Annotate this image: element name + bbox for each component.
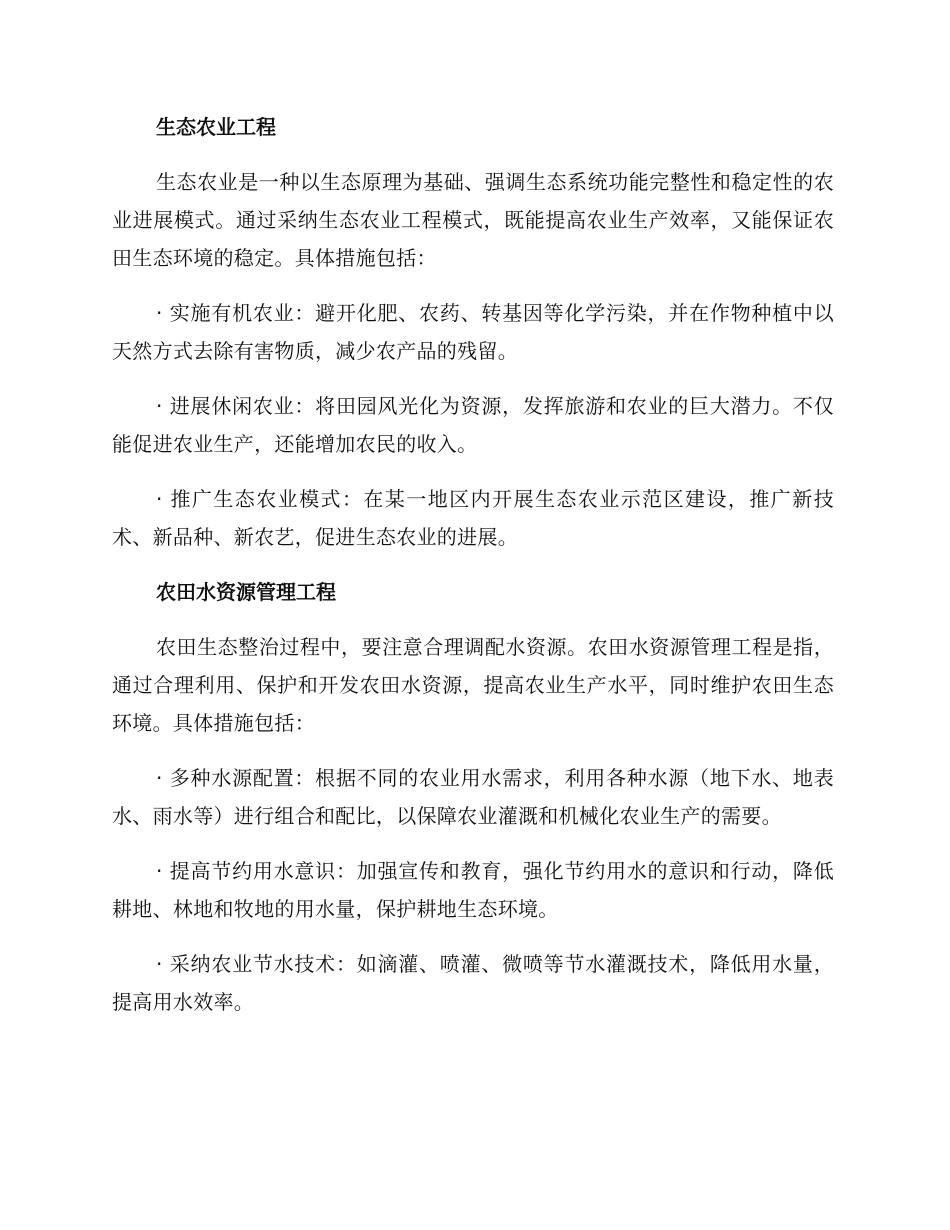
section-intro-water-management: 农田生态整治过程中，要注意合理调配水资源。农田水资源管理工程是指，通过合理利用、保护和开发农田水资源，提高农业生产水平，同时维护农田生态环境。具体措施包括： [112, 635, 834, 735]
bullet-leisure-agriculture: · 进展休闲农业：将田园风光化为资源，发挥旅游和农业的巨大潜力。不仅能促进农业生产，还能增加农民的收入。 [112, 394, 834, 456]
bullet-eco-agriculture-model: · 推广生态农业模式：在某一地区内开展生态农业示范区建设，推广新技术、新品种、新农艺，促进生态农业的进展。 [112, 487, 834, 549]
bullet-water-saving-awareness: · 提高节约用水意识：加强宣传和教育，强化节约用水的意识和行动，降低耕地、林地和牧地的用水量，保护耕地生态环境。 [112, 859, 834, 921]
bullet-multiple-water-sources: · 多种水源配置：根据不同的农业用水需求，利用各种水源（地下水、地表水、雨水等）进行组合和配比，以保障农业灌溉和机械化农业生产的需要。 [112, 766, 834, 828]
section-heading-water-management: 农田水资源管理工程 [156, 580, 336, 604]
section-intro-eco-agriculture: 生态农业是一种以生态原理为基础、强调生态系统功能完整性和稳定性的农业进展模式。通过采纳生态农业工程模式，既能提高农业生产效率，又能保证农田生态环境的稳定。具体措施包括： [112, 170, 834, 270]
document-page [112, 108, 834, 1038]
bullet-organic-agriculture: · 实施有机农业：避开化肥、农药、转基因等化学污染，并在作物种植中以天然方式去除有害物质，减少农产品的残留。 [112, 301, 834, 363]
bullet-water-saving-technology: · 采纳农业节水技术：如滴灌、喷灌、微喷等节水灌溉技术，降低用水量，提高用水效率。 [112, 952, 834, 1014]
section-heading-eco-agriculture: 生态农业工程 [156, 115, 276, 139]
